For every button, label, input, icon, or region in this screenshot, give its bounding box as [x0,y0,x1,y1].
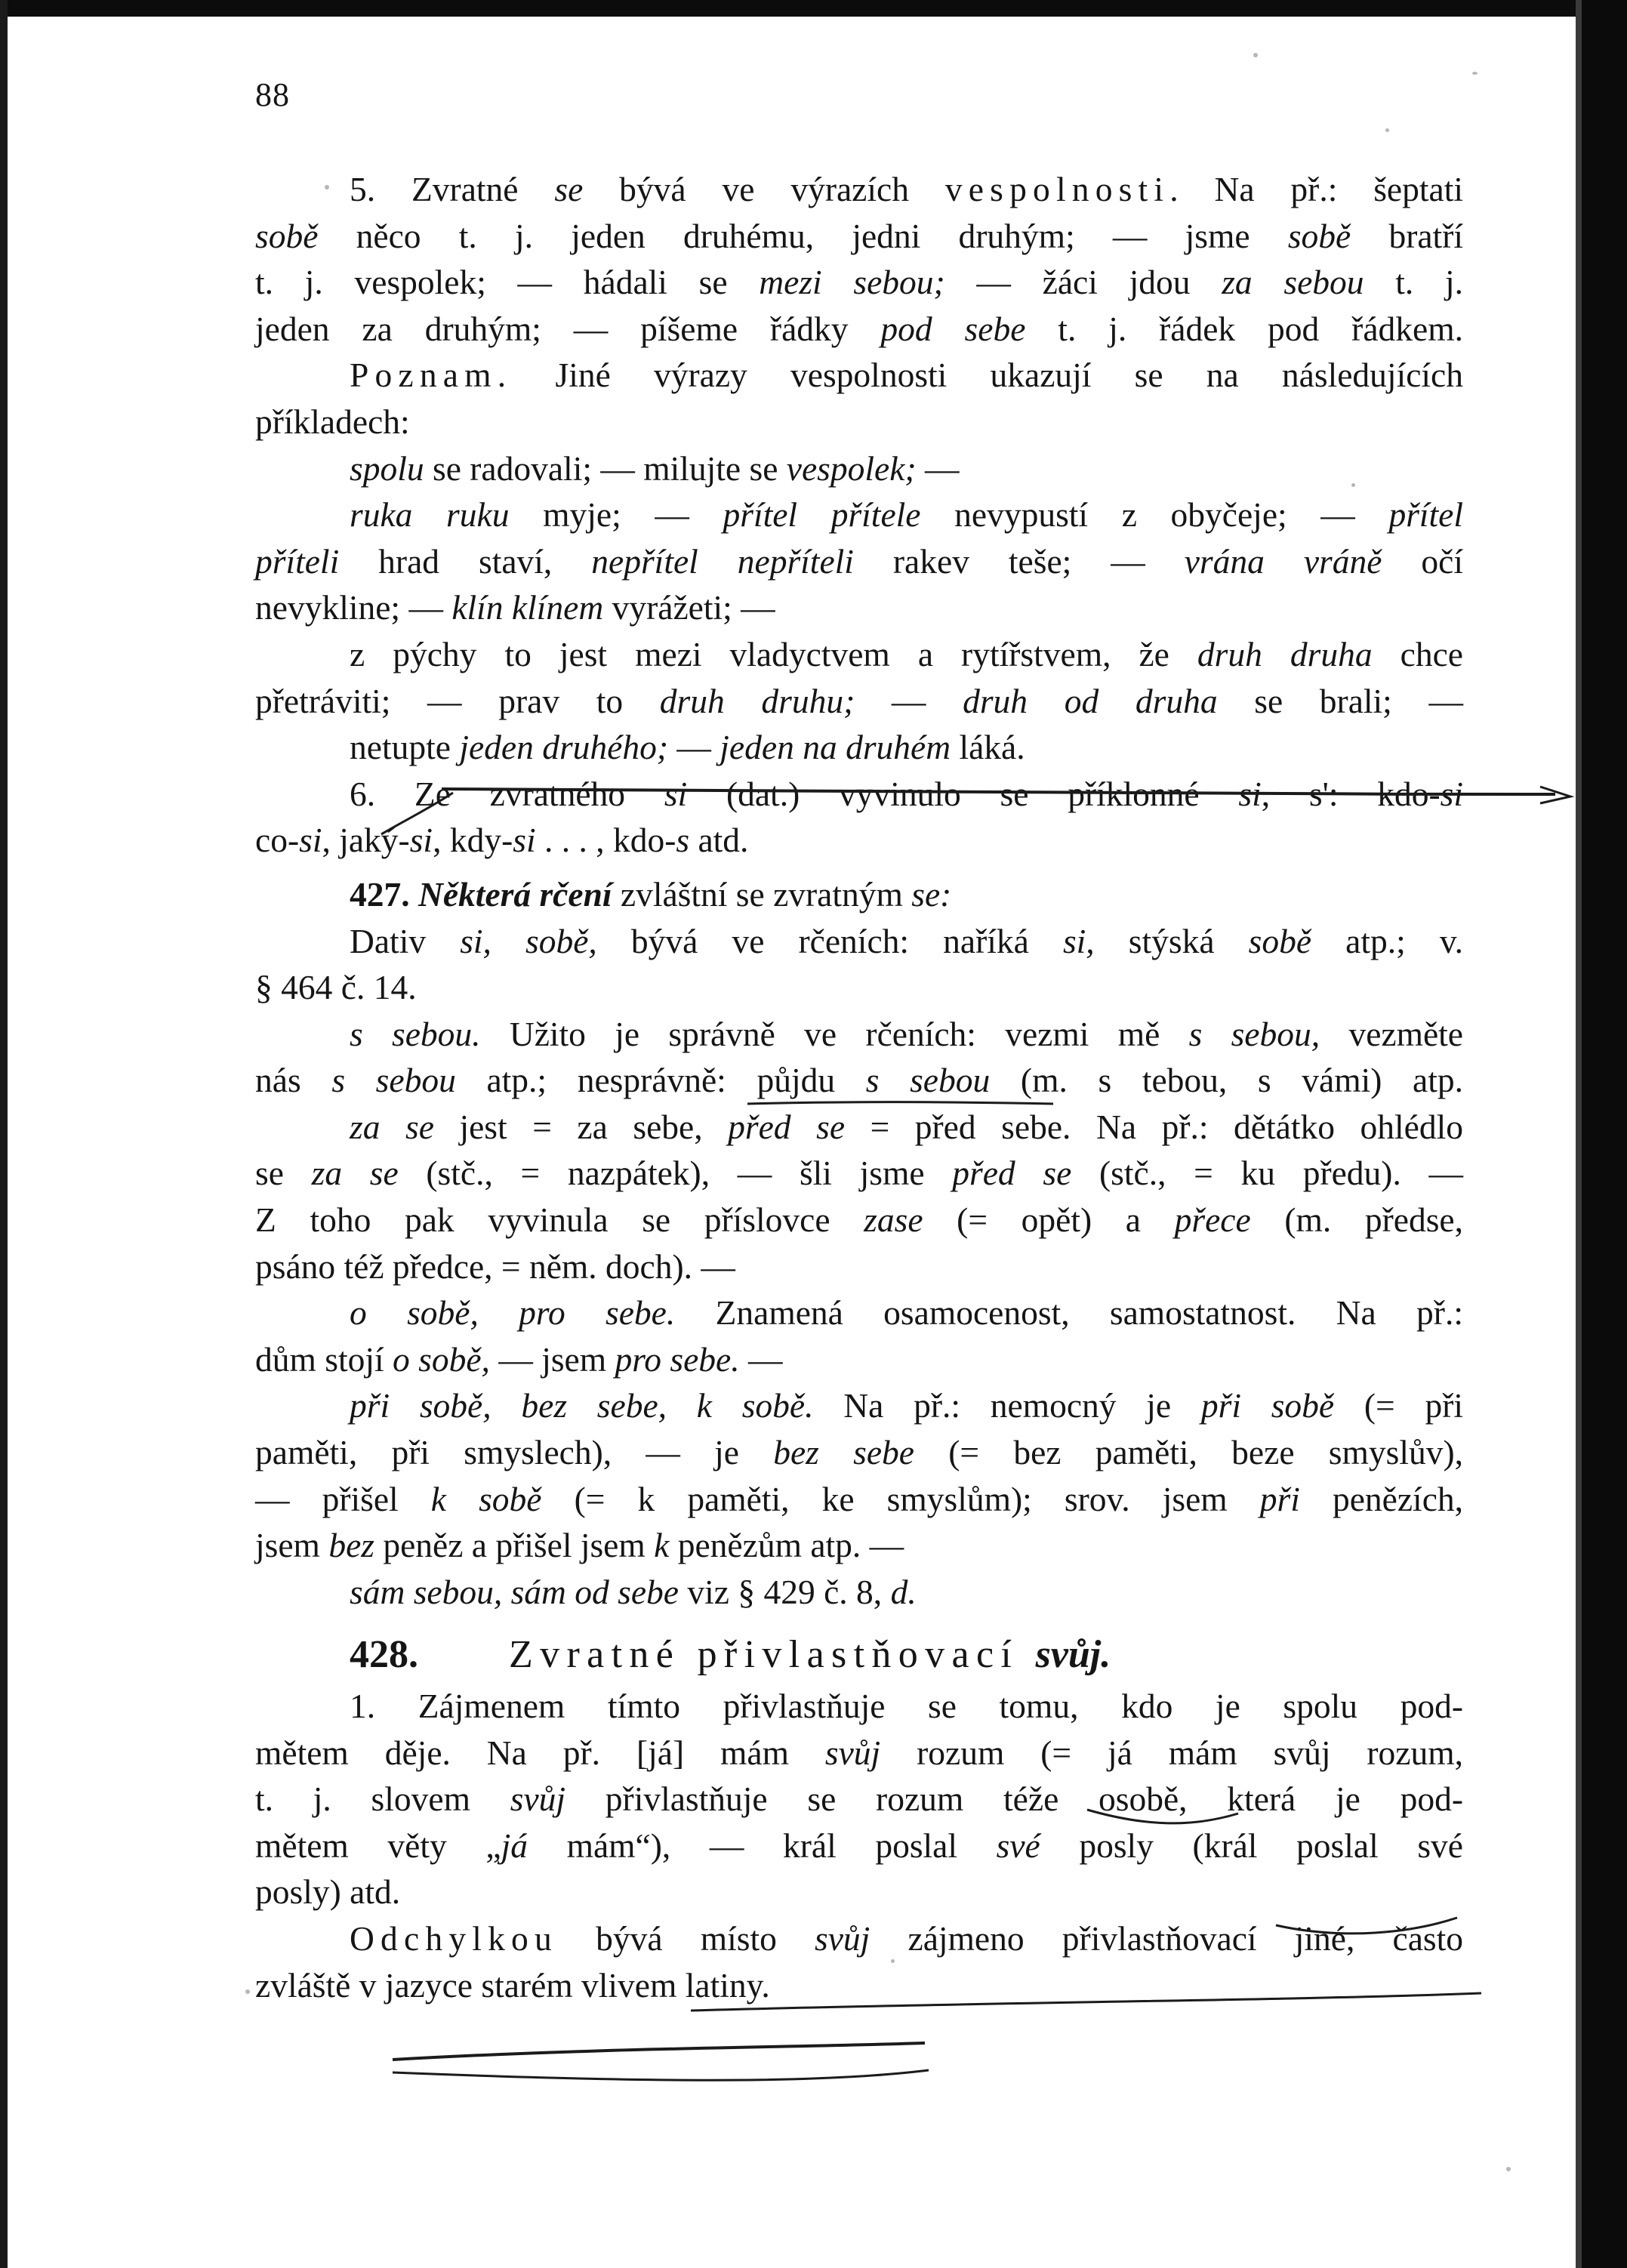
scan-border-left [0,0,8,2268]
text-line: psáno též předce, = něm. doch). — [255,1246,735,1286]
text-line: co-si, jaký-si, kdy-si . . . , kdo-s atd. [255,821,749,860]
text-line: Dativ si, sobě, bývá ve rčeních: naříká si, stýská sobě atp.; v. [350,921,1464,960]
scan-border-top [0,0,1627,17]
spacer [255,1615,1463,1632]
underline-mark [393,2070,929,2080]
text-line: jeden za druhým; — píšeme řádky pod sebe t. j. řádek pod řádkem. [255,309,1463,348]
scan-border-right-shadow [1576,0,1582,2268]
text-line: 5. Zvratné se bývá ve výrazích vespolnosti. Na př.: šeptati [350,170,1463,208]
arrow-mark [1540,787,1570,803]
section-heading-428: 428. Zvratné přivlastňovací svůj. [350,1633,1111,1677]
text-line: sobě něco t. j. jeden druhému, jedni druhým; — jsme sobě bratří [255,216,1463,255]
speck [1472,72,1478,75]
text-line: 6. Ze zvratného si (dat.) vyvinulo se příklonné si, s': kdo-si [350,774,1463,813]
text-line: posly) atd. [255,1872,401,1912]
text-line: s sebou. Užito je správně ve rčeních: vezmi mě s sebou, vezměte [350,1014,1464,1053]
speck [245,1989,250,1994]
text-line: Odchylkou bývá místo svůj zájmeno přivlastňovací jiné, často [350,1918,1464,1958]
text-line: jsem bez peněz a přišel jsem k penězům atp. — [255,1526,904,1565]
text-line: § 464 č. 14. [255,968,417,1007]
text-line: z pýchy to jest mezi vladyctvem a rytířstvem, že druh druha chce [350,634,1463,673]
text-line: za se jest = za sebe, před se = před sebe. Na př.: dětátko ohlédlo [350,1107,1463,1146]
text-line: sám sebou, sám od sebe viz § 429 č. 8, d. [350,1572,917,1611]
page-number: 88 [255,76,290,113]
text-line: Z toho pak vyvinula se příslovce zase (= opět) a přece (m. předse, [255,1200,1464,1240]
text-line: — přišel k sobě (= k paměti, ke smyslům); srov. jsem při penězích, [255,1479,1464,1518]
text-line: t. j. vespolek; — hádali se mezi sebou; — žáci jdou za sebou t. j. [255,263,1463,302]
speck [1506,2167,1511,2171]
text-line: příteli hrad staví, nepřítel nepříteli rakev teše; — vrána vráně očí [255,541,1464,581]
text-line: paměti, při smyslech), — je bez sebe (= bez paměti, beze smyslův), [255,1433,1463,1472]
text-line: ruka ruku myje; — přítel přítele nevypustí z obyčeje; — přítel [350,495,1464,535]
text-line: netupte jeden druhého; — jeden na druhém láká. [350,728,1025,767]
text-line: se za se (stč., = nazpátek), — šli jsme před se (stč., = ku předu). — [255,1154,1464,1193]
text-line: o sobě, pro sebe. Znamená osamocenost, samostatnost. Na př.: [350,1293,1463,1333]
section-heading-427: 427. Některá rčení zvláštní se zvratným se: [350,874,952,914]
text-line: mětem děje. Na př. [já] mám svůj rozum (= já mám svůj rozum, [255,1733,1464,1772]
text-line: dům stojí o sobě, — jsem pro sebe. — [255,1339,783,1379]
scan-border-right [1582,0,1627,2268]
text-line: Poznam. Jiné výrazy vespolnosti ukazují se na následujících [350,356,1463,395]
text-line: mětem věty „já mám“), — král poslal své posly (král poslal své [255,1826,1463,1865]
text-line: t. j. slovem svůj přivlastňuje se rozum téže osobě, která je pod- [255,1780,1463,1819]
speck [1253,53,1258,57]
text-line: zvláště v jazyce starém vlivem latiny. [255,1965,770,2005]
underline-mark [393,2043,925,2060]
spacer [255,864,1463,871]
text-line: příkladech: [255,402,410,441]
text-line: přetráviti; — prav to druh druhu; — druh od druha se brali; — [255,681,1463,720]
text-line: nás s sebou atp.; nesprávně: půjdu s sebou (m. s tebou, s vámi) atp. [255,1061,1464,1100]
text-line: při sobě, bez sebe, k sobě. Na př.: nemocný je při sobě (= při [350,1386,1464,1425]
text-line: 1. Zájmenem tímto přivlastňuje se tomu, kdo je spolu pod- [350,1687,1463,1725]
speck [1385,128,1389,132]
page-body [255,166,1463,2008]
text-line: spolu se radovali; — milujte se vespolek; — [350,448,960,488]
text-line: nevykline; — klín klínem vyrážeti; — [255,588,775,627]
